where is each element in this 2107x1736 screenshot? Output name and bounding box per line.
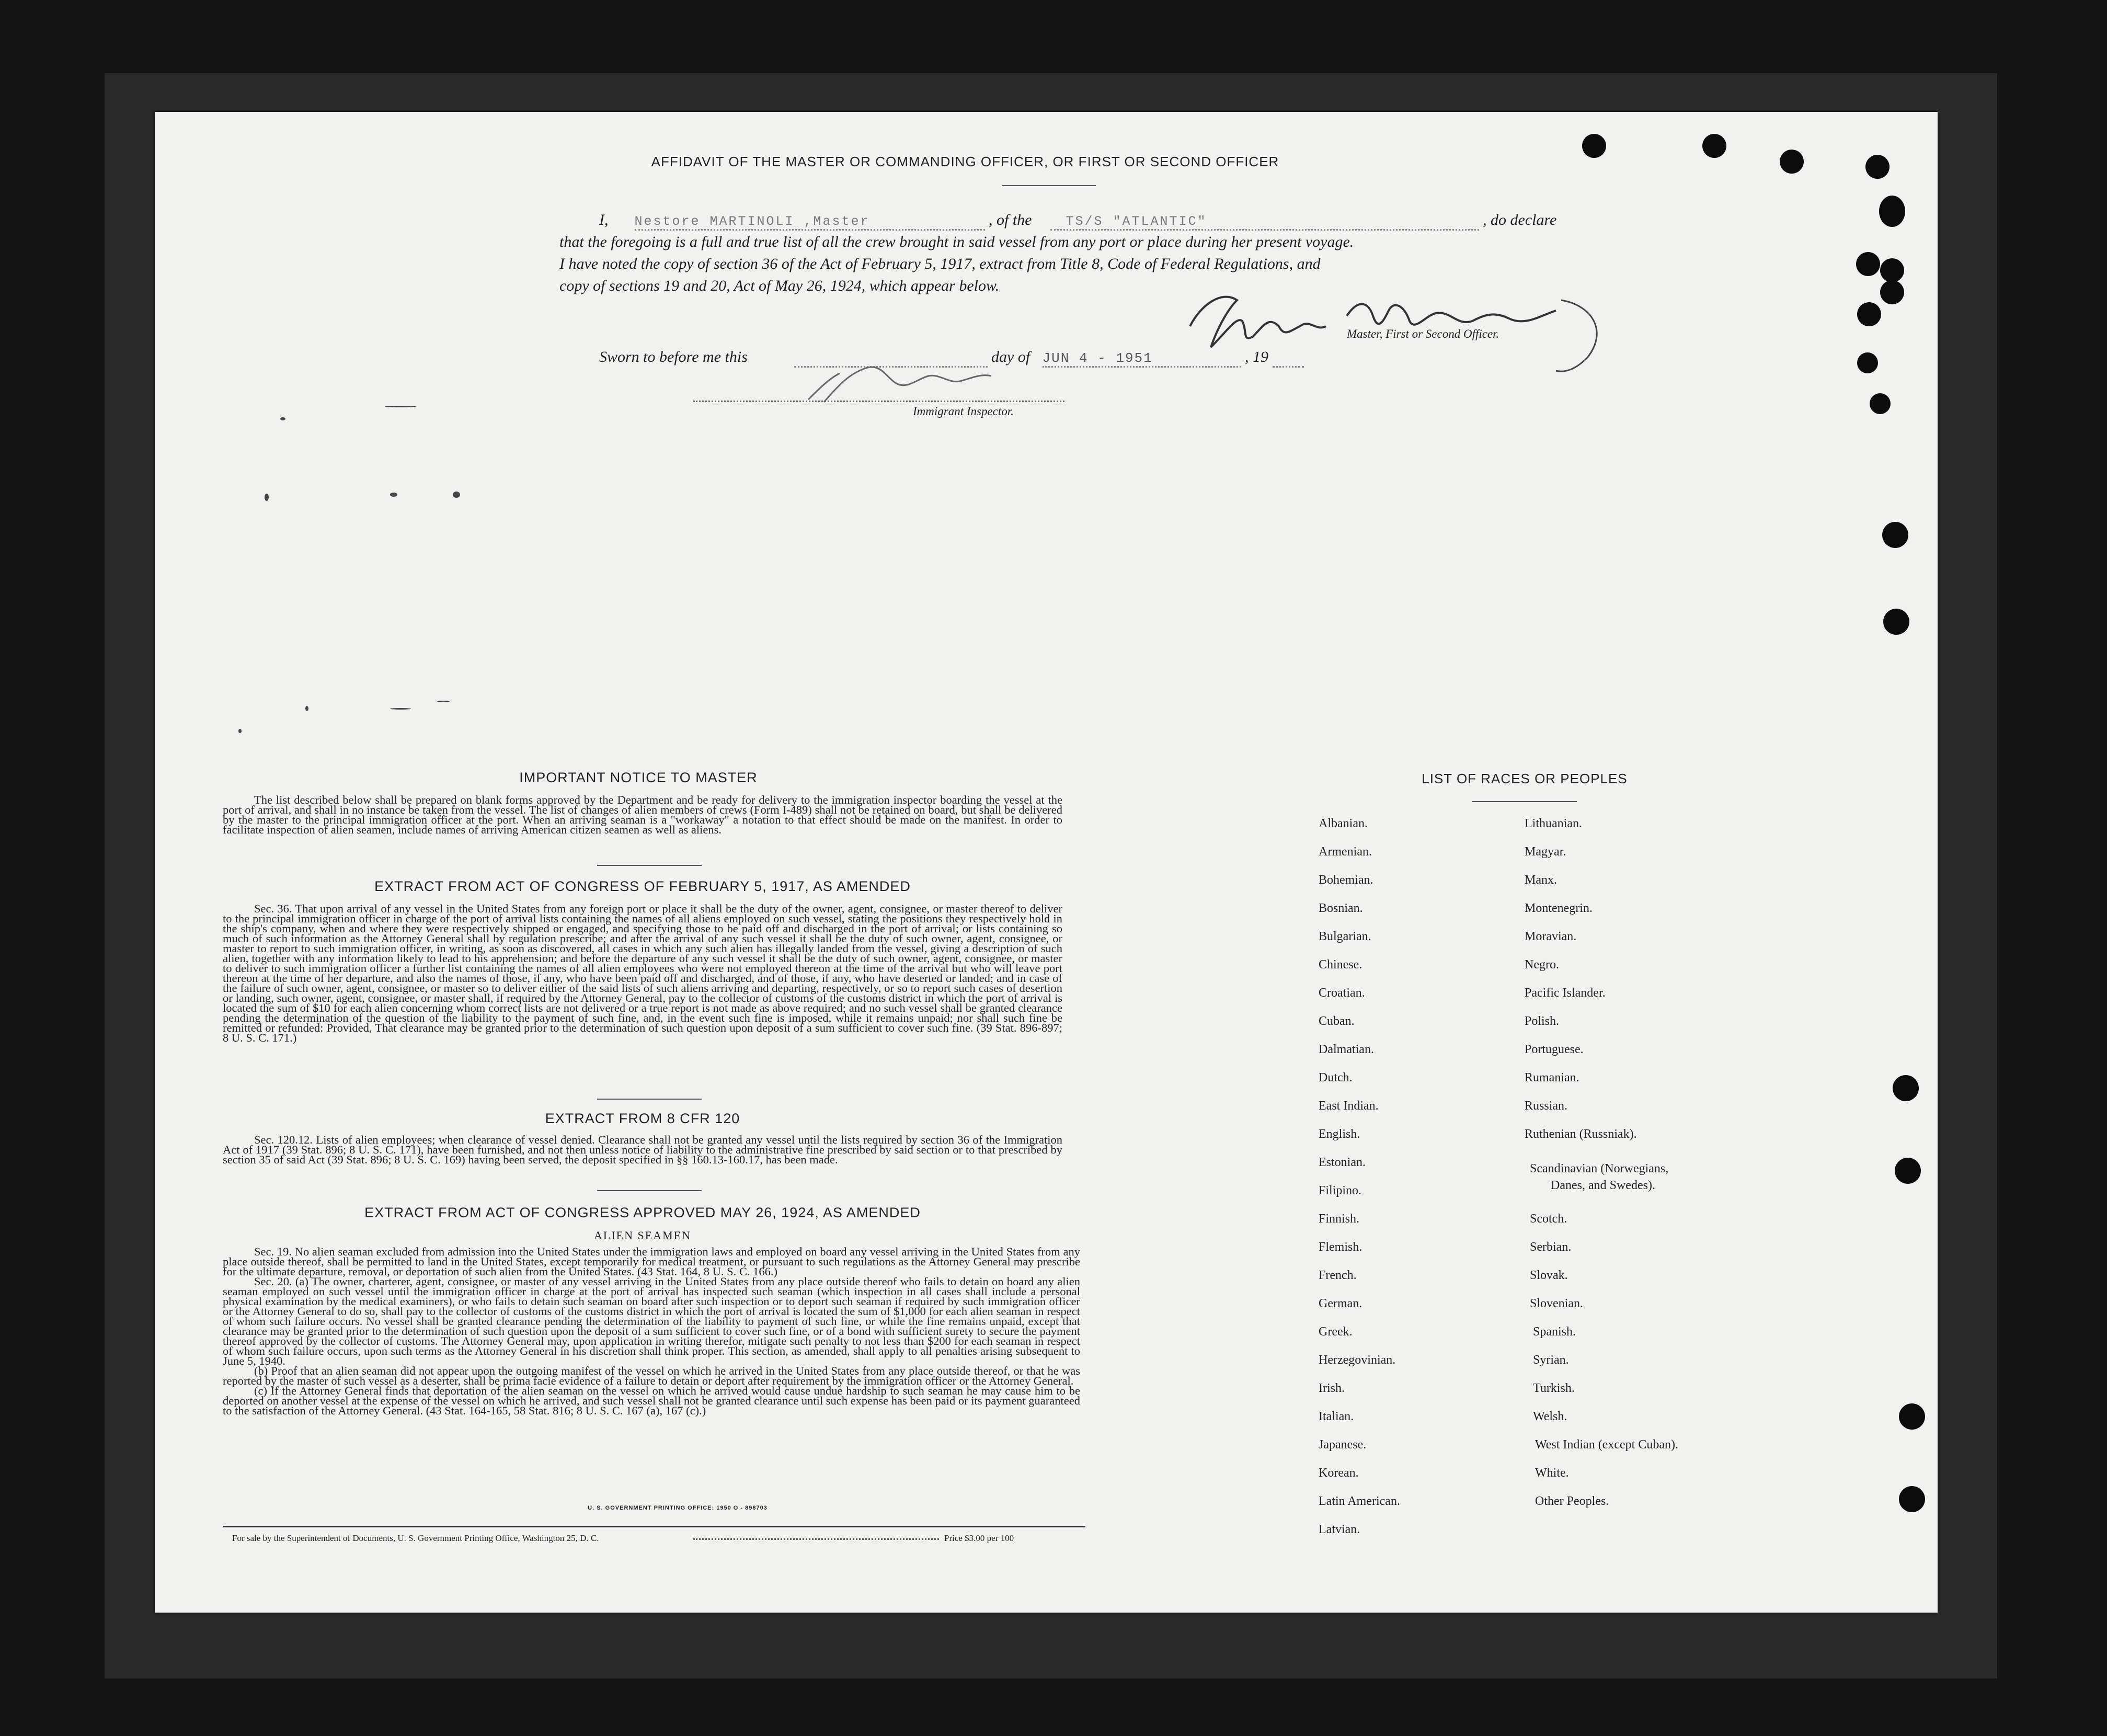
race-item: Japanese. bbox=[1319, 1438, 1367, 1452]
scan-speck bbox=[265, 494, 269, 501]
scan-speck bbox=[390, 708, 411, 710]
section-divider bbox=[597, 1190, 702, 1191]
race-item: Negro. bbox=[1525, 958, 1559, 972]
extract-1917-heading: EXTRACT FROM ACT OF CONGRESS OF FEBRUARY 5, 1917, AS AMENDED bbox=[374, 878, 911, 894]
binder-hole bbox=[1883, 609, 1909, 635]
race-item: Portuguese. bbox=[1525, 1043, 1584, 1056]
race-item: Filipino. bbox=[1319, 1184, 1362, 1197]
race-item: Dutch. bbox=[1319, 1071, 1353, 1084]
master-name: Nestore MARTINOLI ,Master bbox=[635, 214, 985, 231]
race-item: West Indian (except Cuban). bbox=[1535, 1438, 1678, 1452]
scan-speck bbox=[305, 706, 308, 711]
sec-20b-paragraph: (b) Proof that an alien seaman did not appear upon the outgoing manifest of the vessel on which he arrived in the United States from any place outside thereof, or that he was reported by the master of such vessel as a deserter, shall be prima facie evidence of a failure to detain or deport after requirement by the immigration officer or the Attorney General. bbox=[223, 1364, 1080, 1387]
race-item: Serbian. bbox=[1530, 1240, 1572, 1254]
extract-1917-text: Sec. 36. That upon arrival of any vessel in the United States from any foreign port or place it shall be the duty of the owner, agent, consignee, or master thereof to deliver to the principal immigration officer in charge of the port of arrival lists containing the names of all aliens employed on such vessel, stating the positions they respectively hold in the ship's company, when and where they were respectively shipped or engaged, and specifying those to be paid off and discharged in the port of arrival; or lists containing so much of such information as the Attorney General shall by regulation prescribe; and after the arrival of any such vessel it shall be the duty of such owner, agent, consignee, or master to report to such immigration officer, in writing, as soon as discovered, all cases in which any such alien has illegally landed from the vessel, giving a description of such alien, together with any information likely to lead to his apprehension; and before the departure of any such vessel it shall be the duty of such owner, agent, consignee, or master to deliver to such immigration officer a further list containing the names of all alien employees who were not employed thereon at the time of the arrival but who will leave port thereon at the time of her departure, and also the names of those, if any, who have been paid off and discharged, and of those, if any, who have deserted or landed; and in case of the failure of such owner, agent, consignee, or master so to deliver either of the said lists of such aliens arriving and departing, respectively, or so to report such cases of desertion or landing, such owner, agent, consignee, or master shall, if required by the Attorney General, pay to the collector of customs of the customs district in which the port of arrival is located the sum of $10 for each alien concerning whom correct lists are not delivered or a true report is not made as above required; and no such vessel shall be granted clearance pending the determination of the question of the liability to the payment of such fine, and, in the event such fine is imposed, while it remains unpaid; nor shall such fine be remitted or refunded: Provided, That clearance may be granted prior to the determination of such question upon deposit of a sum sufficient to cover such fine. (39 Stat. 896-897; 8 U. S. C. 171.) bbox=[223, 902, 1062, 1044]
binder-hole bbox=[1857, 302, 1881, 326]
sworn-line bbox=[599, 348, 1488, 368]
scan-speck bbox=[238, 729, 242, 733]
race-item: Korean. bbox=[1319, 1466, 1359, 1480]
race-item: German. bbox=[1319, 1297, 1362, 1310]
race-item: Flemish. bbox=[1319, 1240, 1362, 1254]
vessel-name: TS/S "ATLANTIC" bbox=[1050, 214, 1479, 231]
race-item: Finnish. bbox=[1319, 1212, 1360, 1226]
race-item: Slovak. bbox=[1530, 1269, 1568, 1282]
race-item: Cuban. bbox=[1319, 1014, 1355, 1028]
binder-hole bbox=[1895, 1158, 1921, 1184]
extract-cfr-text: Sec. 120.12. Lists of alien employees; when clearance of vessel denied. Clearance shall not be granted any vessel until the lists required by section 36 of the Immigration Act of 1917 (39 Stat. 896; 8 U. S. C. 171), have been furnished, and not then unless notice of liability to the administrative fine prescribed by said section or to that prescribed by section 35 of said Act (39 Stat. 896; 8 U. S. C. 169) having been served, the deposit specified in §§ 160.13-160.17, has been made. bbox=[223, 1133, 1062, 1166]
binder-hole bbox=[1893, 1075, 1919, 1101]
extract-cfr-heading: EXTRACT FROM 8 CFR 120 bbox=[545, 1111, 740, 1126]
title-divider bbox=[1002, 185, 1096, 186]
race-item: Bulgarian. bbox=[1319, 930, 1371, 943]
race-item: White. bbox=[1535, 1466, 1569, 1480]
day-of-label: day of bbox=[991, 348, 1030, 366]
binder-hole bbox=[1857, 352, 1878, 373]
races-heading: LIST OF RACES OR PEOPLES bbox=[1422, 771, 1628, 786]
race-item: French. bbox=[1319, 1269, 1357, 1282]
race-item: Polish. bbox=[1525, 1014, 1560, 1028]
footer-rule bbox=[223, 1526, 1085, 1527]
sec-19-paragraph: Sec. 19. No alien seaman excluded from admission into the United States under the immigration laws and employed on board any vessel arriving in the United States from any place outside thereof, shall be permitted to land in the United States, except temporarily for medical treatment, or pursuant to such regulations as the Attorney General may prescribe for the ultimate departure, removal, or deportation of such alien from the United States. (43 Stat. 164, 8 U. S. C. 166.) bbox=[223, 1245, 1080, 1278]
race-item: Greek. bbox=[1319, 1325, 1353, 1339]
race-item: Turkish. bbox=[1533, 1381, 1575, 1395]
do-declare-label: , do declare bbox=[1483, 211, 1557, 229]
scan-speck bbox=[390, 493, 397, 497]
binder-hole bbox=[1882, 522, 1908, 548]
binder-hole bbox=[1582, 134, 1606, 158]
scan-speck bbox=[437, 701, 450, 702]
binder-hole bbox=[1856, 252, 1880, 276]
binder-hole bbox=[1880, 280, 1904, 304]
printing-office-note: U. S. GOVERNMENT PRINTING OFFICE: 1950 O - 898703 bbox=[588, 1505, 768, 1511]
affidavit-title: AFFIDAVIT OF THE MASTER OR COMMANDING OFFICER, OR FIRST OR SECOND OFFICER bbox=[651, 154, 1279, 169]
section-divider bbox=[597, 1099, 702, 1100]
sale-leader bbox=[693, 1538, 939, 1540]
affidavit-line-4: copy of sections 19 and 20, Act of May 26, 1924, which appear below. bbox=[559, 277, 1000, 294]
inspector-caption: Immigrant Inspector. bbox=[913, 405, 1014, 418]
binder-hole bbox=[1702, 134, 1726, 158]
section-divider bbox=[597, 865, 702, 866]
race-item: Albanian. bbox=[1319, 817, 1368, 830]
affidavit-line-3: I have noted the copy of section 36 of the Act of February 5, 1917, extract from Title 8, Code of Federal Regulations, and bbox=[559, 255, 1321, 272]
extract-1924-heading: EXTRACT FROM ACT OF CONGRESS APPROVED MAY 26, 1924, AS AMENDED bbox=[364, 1205, 921, 1220]
race-item: Ruthenian (Russniak). bbox=[1525, 1127, 1637, 1141]
sec-20a-paragraph: Sec. 20. (a) The owner, charterer, agent, consignee, or master of any vessel arriving in the United States from any place outside thereof who fails to detain on board any alien seaman employed on such vessel until the immigration officer in charge at the port of arrival has inspected such seaman (which inspection in all cases shall include a personal physical examination by the medical examiners), or who fails to detain such seaman on board after such inspection or to deport such seaman if required by such immigration officer or the Attorney General to do so, shall pay to the collector of customs of the customs district in which the port of arrival is located the sum of $1,000 for each alien seaman in respect of whom such failure occurs. No vessel shall be granted clearance pending the determination of the liability to payment of such fine, or while the fine remains unpaid, except that clearance may be granted prior to the determination of such question upon the deposit of a sum sufficient to cover such fine, or of a bond with sufficient surety to secure the payment thereof approved by the collector of customs. The Attorney General may, upon application in writing therefor, mitigate such penalty to not less than $200 for each seaman in respect of whom such failure occurs, upon such terms as the Attorney General in his discretion shall think proper. This section, as amended, shall apply to all penalties arising subsequent to June 5, 1940. bbox=[223, 1275, 1080, 1367]
binder-hole bbox=[1870, 393, 1891, 414]
scan-speck bbox=[453, 492, 460, 498]
binder-hole bbox=[1780, 150, 1804, 174]
race-item: Slovenian. bbox=[1530, 1297, 1583, 1310]
race-item: Dalmatian. bbox=[1319, 1043, 1374, 1056]
race-item: Latin American. bbox=[1319, 1494, 1400, 1508]
race-item: Chinese. bbox=[1319, 958, 1362, 972]
race-item: English. bbox=[1319, 1127, 1360, 1141]
alien-seamen-subheading: ALIEN SEAMEN bbox=[594, 1229, 691, 1242]
race-item: Welsh. bbox=[1533, 1410, 1567, 1423]
race-item: Armenian. bbox=[1319, 845, 1372, 859]
race-item: Spanish. bbox=[1533, 1325, 1576, 1339]
binder-hole bbox=[1899, 1403, 1925, 1430]
sale-note: For sale by the Superintendent of Documents, U. S. Government Printing Office, Washington 25, D. C. bbox=[232, 1533, 599, 1543]
race-item: Lithuanian. bbox=[1525, 817, 1582, 830]
signature-caption: Master, First or Second Officer. bbox=[1347, 327, 1499, 340]
race-item: Montenegrin. bbox=[1525, 901, 1593, 915]
binder-hole bbox=[1879, 196, 1905, 227]
races-divider bbox=[1472, 801, 1577, 802]
race-item: Estonian. bbox=[1319, 1156, 1366, 1169]
race-item: Croatian. bbox=[1319, 986, 1365, 1000]
race-item: Scotch. bbox=[1530, 1212, 1567, 1226]
notice-text: The list described below shall be prepared on blank forms approved by the Department and be ready for delivery to the immigration inspector boarding the vessel at the port of arrival, and shall in no instance be taken from the vessel. The list of changes of alien members of crews (Form I-489) shall not be retained on board, but shall be delivered by the master to the principal immigration officer at the port. When an arriving seaman is a "workaway" a notation to that effect should be made on the manifest. In order to facilitate inspection of alien seamen, include names of arriving American citizen seamen as well as aliens. bbox=[223, 793, 1062, 836]
race-item: Irish. bbox=[1319, 1381, 1345, 1395]
of-the-label: , of the bbox=[989, 211, 1032, 229]
sworn-prefix: Sworn to before me this bbox=[599, 348, 748, 366]
affidavit-line-1 bbox=[599, 211, 1645, 231]
date-stamp: JUN 4 - 1951 bbox=[1043, 350, 1241, 368]
scan-speck bbox=[385, 406, 416, 407]
race-item: Russian. bbox=[1525, 1099, 1568, 1113]
race-item: Rumanian. bbox=[1525, 1071, 1579, 1084]
race-item: Moravian. bbox=[1525, 930, 1577, 943]
race-item: Scandinavian (Norwegians, bbox=[1530, 1162, 1669, 1175]
race-item: Herzegovinian. bbox=[1319, 1353, 1396, 1367]
binder-hole bbox=[1899, 1486, 1925, 1512]
race-item: Bosnian. bbox=[1319, 901, 1363, 915]
race-item: Manx. bbox=[1525, 873, 1557, 887]
race-item: Italian. bbox=[1319, 1410, 1354, 1423]
document-page bbox=[155, 112, 1938, 1613]
race-item: Syrian. bbox=[1533, 1353, 1569, 1367]
race-item: Danes, and Swedes). bbox=[1551, 1179, 1655, 1192]
i-label: I, bbox=[599, 211, 609, 229]
race-item: Latvian. bbox=[1319, 1523, 1360, 1536]
race-item: Pacific Islander. bbox=[1525, 986, 1606, 1000]
inspector-signature-line bbox=[693, 401, 1064, 402]
price-note: Price $3.00 per 100 bbox=[944, 1533, 1014, 1543]
extract-1924-text bbox=[223, 1247, 1080, 1415]
scan-speck bbox=[280, 417, 285, 420]
year-suffix: , 19 bbox=[1245, 348, 1268, 366]
sec-20c-paragraph: (c) If the Attorney General finds that deportation of the alien seaman on the vessel on which he arrived would cause undue hardship to such seaman he may cause him to be deported on another vessel at the expense of the vessel on which he arrived, and such vessel shall not be granted clearance until such expense has been paid or its payment guaranteed to the satisfaction of the Attorney General. (43 Stat. 164-165, 58 Stat. 816; 8 U. S. C. 167 (a), 167 (c).) bbox=[223, 1384, 1080, 1417]
year-field bbox=[1273, 348, 1304, 368]
affidavit-line-2: that the foregoing is a full and true list of all the crew brought in said vessel from any port or place during her present voyage. bbox=[559, 233, 1354, 250]
race-item: Bohemian. bbox=[1319, 873, 1373, 887]
race-item: East Indian. bbox=[1319, 1099, 1379, 1113]
race-item: Other Peoples. bbox=[1535, 1494, 1609, 1508]
binder-hole bbox=[1865, 155, 1890, 179]
race-item: Magyar. bbox=[1525, 845, 1566, 859]
notice-heading: IMPORTANT NOTICE TO MASTER bbox=[519, 770, 758, 785]
binder-hole bbox=[1880, 258, 1904, 282]
